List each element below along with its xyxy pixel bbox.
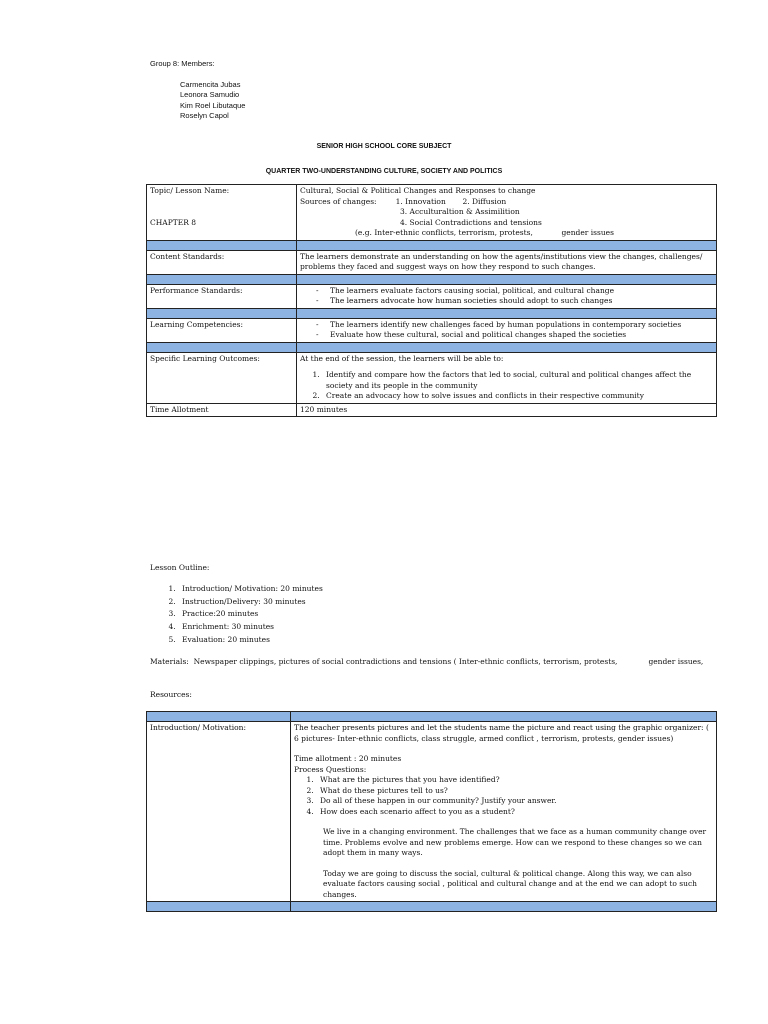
introduction-cell	[291, 722, 717, 902]
topic-line: Cultural, Social & Political Changes and Responses to change	[300, 186, 536, 195]
list-item: 4. Enrichment: 30 minutes	[178, 621, 323, 634]
member-name: Leonora Samudio	[180, 90, 240, 100]
performance-standards-label: Performance Standards:	[147, 284, 297, 308]
list-item: - The learners evaluate factors causing social, political, and cultural change	[316, 286, 713, 297]
time-allotment-value: 120 minutes	[297, 403, 717, 417]
topic-label-cell	[147, 185, 297, 241]
topic-line: 4. Social Contradictions and tensions	[400, 217, 542, 227]
band-row	[147, 240, 717, 250]
band-row	[147, 342, 717, 352]
learning-outcomes-cell	[297, 352, 717, 403]
list-item: 1. Introduction/ Motivation: 20 minutes	[178, 583, 323, 596]
topic-content-cell	[297, 185, 717, 241]
lesson-outline-heading: Lesson Outline:	[150, 563, 210, 572]
member-name: Roselyn Capol	[180, 110, 229, 120]
introduction-row	[147, 722, 717, 902]
topic-label: Topic/ Lesson Name:	[150, 186, 230, 195]
content-standards-row	[147, 250, 717, 274]
list-item: - The learners advocate how human societies should adopt to such changes	[316, 296, 713, 307]
paragraph: Today we are going to discuss the social, cultural & political change. Along this way, we can also evaluate factors causing social , political and cultural change and at the end we can adopt to such changes.	[323, 868, 697, 899]
topic-line: (e.g. Inter-ethnic conflicts, terrorism, protests, gender issues	[355, 228, 614, 237]
content-standards-label: Content Standards:	[147, 250, 297, 274]
band-row	[147, 274, 717, 284]
members-list	[180, 80, 245, 121]
chapter-label: CHAPTER 8	[150, 217, 197, 227]
materials-text: Materials: Newspaper clippings, pictures of social contradictions and tensions ( Inter-ethnic conflicts, terrorism, protests, gender issues,	[150, 657, 704, 666]
introduction-table	[146, 711, 717, 912]
list-item: 2. What do these pictures tell to us?	[316, 786, 713, 797]
time-allotment-text: Time allotment : 20 minutes	[294, 754, 402, 763]
list-item: 4. How does each scenario affect to you as a student?	[316, 807, 713, 818]
list-item: - The learners identify new challenges faced by human populations in contemporary societies	[316, 320, 713, 331]
learning-outcomes-row	[147, 352, 717, 403]
time-allotment-label: Time Allotment	[147, 403, 297, 417]
subject-title: SENIOR HIGH SCHOOL CORE SUBJECT	[316, 143, 452, 150]
learning-competencies-row	[147, 318, 717, 342]
list-item: 3. Do all of these happen in our community? Justify your answer.	[316, 796, 713, 807]
list-item: 1. What are the pictures that you have identified?	[316, 775, 713, 786]
quarter-title: QUARTER TWO-UNDERSTANDING CULTURE, SOCIETY AND POLITICS	[265, 168, 503, 175]
list-item: 2. Instruction/Delivery: 30 minutes	[178, 596, 323, 609]
group-title: Group 8: Members:	[150, 59, 215, 68]
member-name: Kim Roel Libutaque	[180, 100, 246, 110]
introduction-label: Introduction/ Motivation:	[147, 722, 291, 902]
list-item: - Evaluate how these cultural, social and political changes shaped the societies	[316, 330, 713, 341]
list-item: 2. Create an advocacy how to solve issues and conflicts in their respective community	[322, 391, 713, 402]
lesson-outline-list	[150, 583, 323, 647]
content-standards-text: The learners demonstrate an understanding on how the agents/institutions view the changes, challenges/ problems they faced and suggest ways on how they respond to such changes.	[297, 250, 717, 274]
list-item: 1. Identify and compare how the factors that led to social, cultural and political changes affect the society and its people in the community	[322, 370, 713, 391]
topic-line: 3. Acculturaltion & Assimilition	[400, 207, 520, 216]
band-row	[147, 308, 717, 318]
introduction-text: The teacher presents pictures and let the students name the picture and react using the graphic organizer: ( 6 pictures- Inter-ethnic conflicts, class struggle, armed conflict , terrorism, protests, gender issues)	[294, 723, 709, 743]
topic-row	[147, 185, 717, 241]
learning-outcomes-label: Specific Learning Outcomes:	[147, 352, 297, 403]
band-row	[147, 712, 717, 722]
band-row	[147, 902, 717, 912]
list-item: 3. Practice:20 minutes	[178, 608, 323, 621]
member-name: Carmencita Jubas	[180, 80, 241, 89]
paragraph: We live in a changing environment. The challenges that we face as a human community change over time. Problems evolve and new problems emerge. How can we respond to these changes so we can adopt them in many ways.	[323, 827, 707, 857]
topic-line: Sources of changes: 1. Innovation 2. Diffusion	[300, 196, 507, 206]
list-item: 5. Evaluation: 20 minutes	[178, 634, 323, 647]
time-allotment-row	[147, 403, 717, 417]
outcomes-intro: At the end of the session, the learners will be able to:	[300, 353, 504, 363]
performance-standards-row	[147, 284, 717, 308]
learning-competencies-label: Learning Competencies:	[147, 318, 297, 342]
lesson-plan-table	[146, 184, 717, 417]
performance-standards-cell	[297, 284, 717, 308]
resources-heading: Resources:	[150, 690, 192, 699]
process-questions-label: Process Questions:	[294, 764, 367, 774]
process-questions-list	[294, 775, 713, 817]
learning-competencies-cell	[297, 318, 717, 342]
